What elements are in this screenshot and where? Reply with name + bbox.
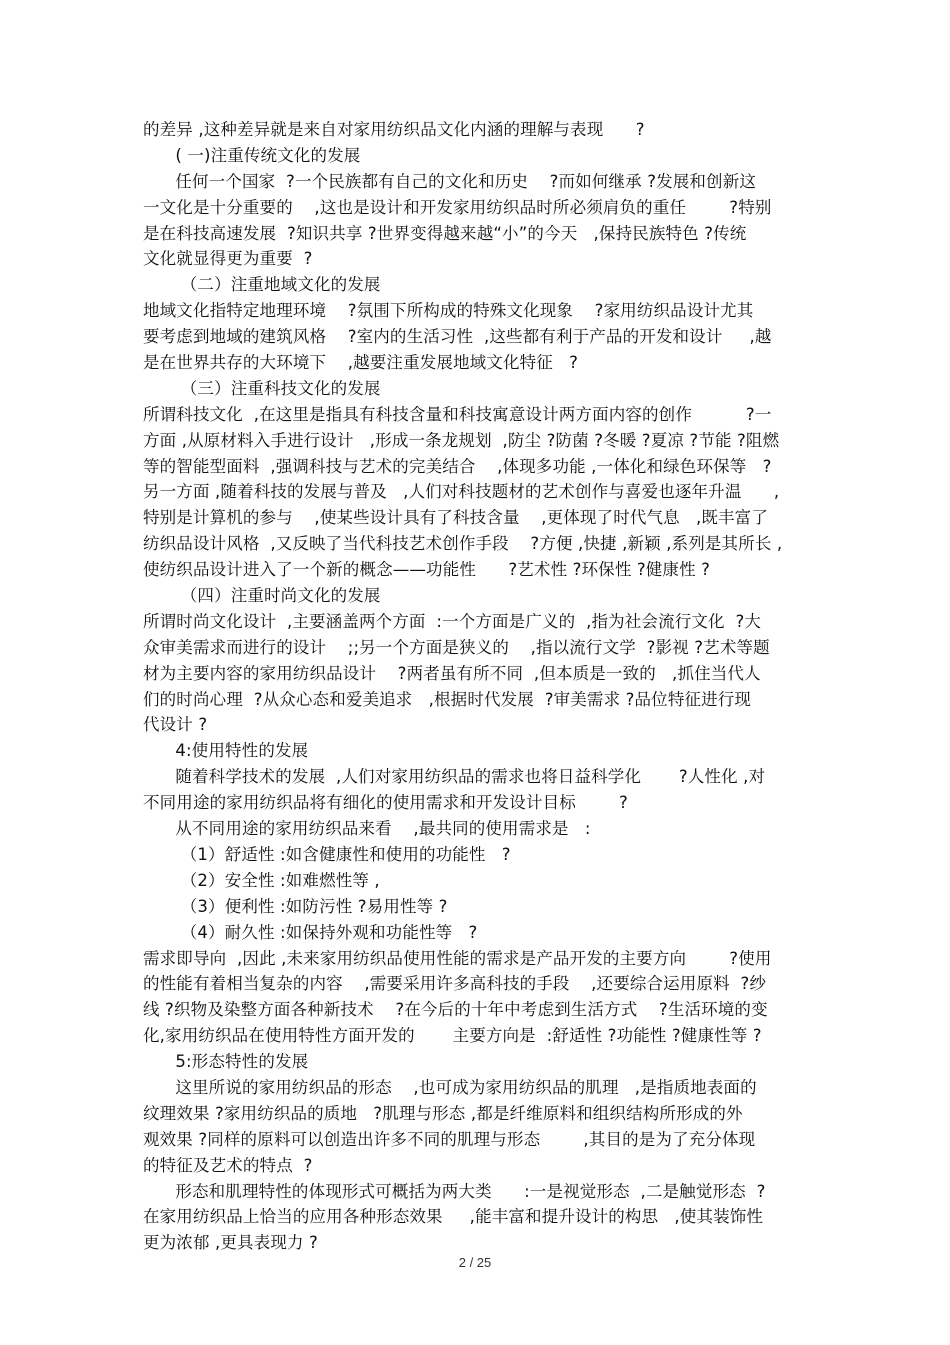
text-line: 是在科技高速发展 ?知识共享 ?世界变得越来越“小”的今天 ,保持民族特色 ?传统 — [143, 223, 747, 243]
text-line: 特别是计算机的参与 ,使某些设计具有了科技含量 ,更体现了时代气息 ,既丰富了 — [143, 508, 768, 528]
text-line: 材为主要内容的家用纺织品设计 ?两者虽有所不同 ,但本质是一致的 ,抓住当代人 — [143, 663, 761, 683]
text-line: 纹理效果 ?家用纺织品的质地 ?肌理与形态 ,都是纤维原料和组织结构所形成的外 — [143, 1103, 743, 1123]
text-line: 的特征及艺术的特点 ? — [143, 1155, 313, 1175]
text-line: 所谓时尚文化设计 ,主要涵盖两个方面 :一个方面是广义的 ,指为社会流行文化 ?大 — [143, 611, 762, 631]
list-item: （2）安全性 :如难燃性等 , — [143, 870, 380, 890]
text-line: 线 ?织物及染整方面各种新技术 ?在今后的十年中考虑到生活方式 ?生活环境的变 — [143, 1000, 768, 1020]
text-line: 的差异 ,这种差异就是来自对家用纺织品文化内涵的理解与表现 ? — [143, 120, 645, 139]
list-item: （4）耐久性 :如保持外观和功能性等 ? — [143, 922, 478, 942]
text-line: 方面 ,从原材料入手进行设计 ,形成一条龙规划 ,防尘 ?防菌 ?冬暖 ?夏凉 ?节能 ?阻燃 — [143, 430, 780, 450]
text-line: 另一方面 ,随着科技的发展与普及 ,人们对科技题材的艺术创作与喜爱也逐年升温 , — [143, 482, 780, 502]
text-line: 一文化是十分重要的 ,这也是设计和开发家用纺织品时所必须肩负的重任 ?特别 — [143, 197, 772, 217]
section-heading: 5:形态特性的发展 — [143, 1052, 309, 1072]
page-number: 2 / 25 — [458, 1255, 492, 1270]
text-line: 使纺织品设计进入了一个新的概念——功能性 ?艺术性 ?环保性 ?健康性 ? — [143, 560, 711, 580]
text-line: 是在世界共存的大环境下 ,越要注重发展地域文化特征 ? — [143, 353, 579, 373]
section-heading: 4:使用特性的发展 — [143, 741, 309, 761]
text-line: 要考虑到地域的建筑风格 ?室内的生活习性 ,这些都有利于产品的开发和设计 ,越 — [143, 327, 772, 347]
text-line: 观效果 ?同样的原料可以创造出许多不同的肌理与形态 ,其目的是为了充分体现 — [143, 1129, 756, 1149]
text-line: 代设计 ? — [143, 715, 208, 735]
text-line: 任何一个国家 ?一个民族都有自己的文化和历史 ?而如何继承 ?发展和创新这 — [143, 171, 757, 191]
section-heading: ( 一)注重传统文化的发展 — [143, 145, 361, 165]
text-line: 形态和肌理特性的体现形式可概括为两大类 :一是视觉形态 ,二是触觉形态 ? — [143, 1181, 766, 1201]
text-line: 们的时尚心理 ?从众心态和爱美追求 ,根据时代发展 ?审美需求 ?品位特征进行现 — [143, 689, 752, 709]
section-heading: （二）注重地域文化的发展 — [143, 275, 381, 295]
text-line: 等的智能型面料 ,强调科技与艺术的完美结合 ,体现多功能 ,一体化和绿色环保等 ? — [143, 456, 772, 476]
text-line: 需求即导向 ,因此 ,未来家用纺织品使用性能的需求是产品开发的主要方向 ?使用 — [143, 948, 772, 968]
text-line: 文化就显得更为重要 ? — [143, 249, 313, 269]
text-line: 从不同用途的家用纺织品来看 ,最共同的使用需求是 : — [143, 819, 591, 839]
text-line: 不同用途的家用纺织品将有细化的使用需求和开发设计目标 ? — [143, 793, 628, 813]
section-heading: （三）注重科技文化的发展 — [143, 378, 381, 398]
body-text — [143, 117, 823, 1256]
text-line: 这里所说的家用纺织品的形态 ,也可成为家用纺织品的肌理 ,是指质地表面的 — [143, 1077, 757, 1097]
text-line: 所谓科技文化 ,在这里是指具有科技含量和科技寓意设计两方面内容的创作 ?一 — [143, 404, 772, 424]
text-line: 在家用纺织品上恰当的应用各种形态效果 ,能丰富和提升设计的构思 ,使其装饰性 — [143, 1207, 764, 1227]
text-line: 地域文化指特定地理环境 ?氛围下所构成的特殊文化现象 ?家用纺织品设计尤其 — [143, 301, 754, 321]
section-heading: （四）注重时尚文化的发展 — [143, 586, 381, 606]
text-line: 纺织品设计风格 ,又反映了当代科技艺术创作手段 ?方便 ,快捷 ,新颖 ,系列是其所长 , — [143, 534, 783, 554]
text-line: 随着科学技术的发展 ,人们对家用纺织品的需求也将日益科学化 ?人性化 ,对 — [143, 767, 766, 787]
text-line: 众审美需求而进行的设计 ;;另一个方面是狭义的 ,指以流行文学 ?影视 ?艺术等题 — [143, 637, 770, 657]
list-item: （1）舒适性 :如含健康性和使用的功能性 ? — [143, 844, 511, 864]
text-line: 更为浓郁 ,更具表现力 ? — [143, 1233, 318, 1253]
text-line: 的性能有着相当复杂的内容 ,需要采用许多高科技的手段 ,还要综合运用原料 ?纱 — [143, 974, 767, 994]
list-item: （3）便利性 :如防污性 ?易用性等 ? — [143, 896, 448, 916]
text-line: 化,家用纺织品在使用特性方面开发的 主要方向是 :舒适性 ?功能性 ?健康性等 ? — [143, 1026, 762, 1046]
